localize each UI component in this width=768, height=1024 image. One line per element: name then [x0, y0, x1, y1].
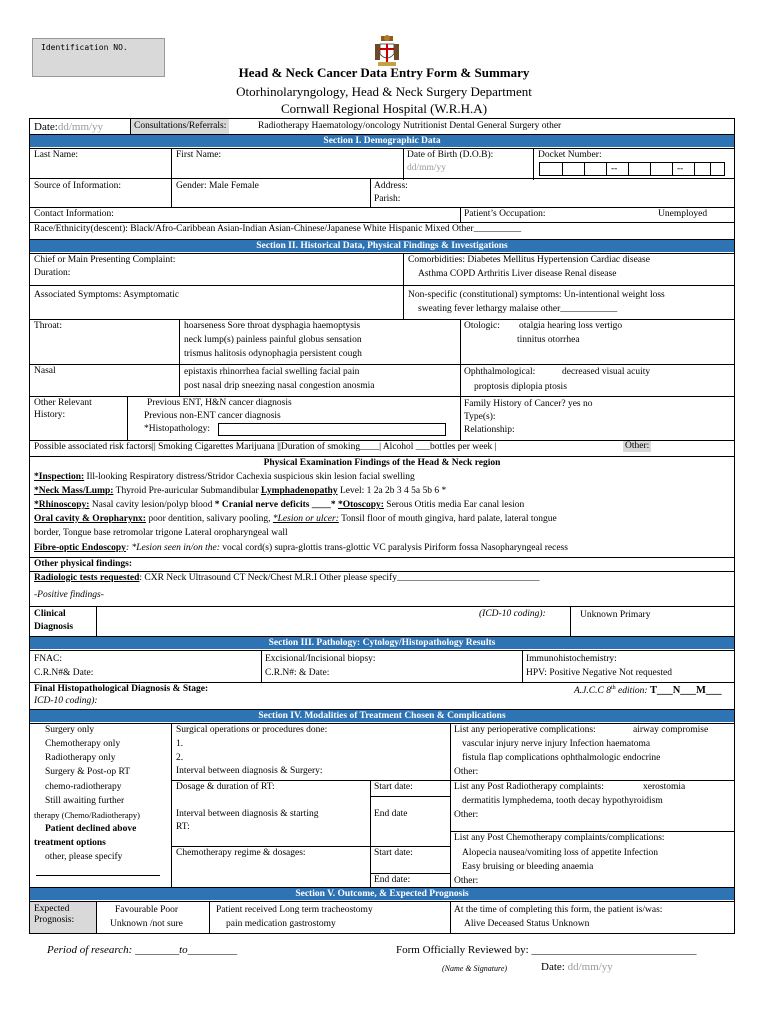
s3-icd-coding-label: ICD-10 coding):	[34, 696, 98, 706]
inspection-row[interactable]	[34, 472, 415, 483]
hospital-name: Cornwall Regional Hospital (W.R.H.A)	[280, 101, 488, 116]
contact-information-field[interactable]: Contact Information:	[34, 209, 114, 219]
tnm-stage: T___N___M___	[649, 685, 722, 697]
positive-findings-field[interactable]: -Positive findings-	[34, 590, 104, 600]
nonspecific-symptoms-options[interactable]: Non-specific (constitutional) symptoms: Un-intentional weight loss	[408, 290, 665, 300]
docket-label: Docket Number:	[538, 150, 602, 160]
ajcc-edition-label: edition:	[615, 686, 648, 697]
docket-number-field[interactable]	[539, 162, 725, 176]
prognosis-label: Prognosis:	[34, 915, 75, 926]
lymphadenopathy-label: Lymphadenopathy	[261, 486, 338, 496]
expected-prognosis-label-cell	[30, 902, 96, 933]
diagnosis-label: Diagnosis	[34, 622, 74, 632]
treatment-received-options-2[interactable]: pain medication gastrostomy	[226, 919, 336, 929]
throat-options-1[interactable]: hoarseness Sore throat dysphagia haemoptysis	[184, 321, 361, 331]
ophthalmological-options-2[interactable]: proptosis diplopia ptosis	[474, 382, 567, 392]
nasal-options-1[interactable]: epistaxis rhinorrhea facial swelling facial pain	[184, 367, 360, 377]
fibre-optic-options: vocal cord(s) supra-glottis trans-glottic VC paralysis Piriform fossa Nasopharyngeal recess	[219, 543, 568, 553]
interval-surgery-field[interactable]: Interval between diagnosis & Surgery:	[176, 766, 323, 776]
treatment-received-options-1[interactable]: Patient received Long term tracheostomy	[216, 905, 373, 915]
ajcc-staging-field[interactable]	[574, 685, 722, 698]
otoscopy-label: *Otoscopy:	[337, 500, 384, 510]
surgical-operations-label: Surgical operations or procedures done:	[176, 725, 328, 735]
department-name: Otorhinolaryngology, Head & Neck Surgery Department	[236, 84, 532, 99]
modality-surgery-only[interactable]: Surgery only	[45, 725, 95, 735]
form-title: Head & Neck Cancer Data Entry Form & Summary	[238, 65, 530, 80]
cranial-nerve-label: * Cranial nerve deficits ____*	[214, 500, 338, 510]
post-chemo-label: List any Post Chemotherapy complaints/complications:	[454, 833, 665, 843]
docket-dash-2: --	[677, 164, 684, 174]
post-chemo-options-2[interactable]: Easy bruising or bleeding anaemia	[462, 862, 594, 872]
hpv-options[interactable]: HPV: Positive Negative Not requested	[526, 668, 672, 678]
post-rt-label: List any Post Radiotherapy complaints:	[454, 782, 604, 792]
fibre-optic-row[interactable]	[34, 543, 568, 554]
fnac-field[interactable]: FNAC:	[34, 654, 62, 664]
oral-cavity-label: Oral cavity & Oropharynx:	[34, 514, 146, 524]
source-of-information-field[interactable]: Source of Information:	[34, 181, 122, 191]
modality-chemoradiotherapy[interactable]: chemo-radiotherapy	[45, 782, 122, 792]
last-name-field[interactable]: Last Name:	[34, 150, 79, 160]
neck-mass-options: Thyroid Pre-auricular Submandibular	[113, 486, 262, 496]
otoscopy-options: Serous Otitis media Ear canal lesion	[383, 500, 525, 510]
modality-declined-detail: treatment options	[34, 838, 106, 848]
dob-label: Date of Birth (D.O.B):	[407, 150, 494, 160]
patient-status-label: At the time of completing this form, the patient is/was:	[454, 905, 663, 915]
race-ethnicity-options[interactable]: Race/Ethnicity(descent): Black/Afro-Caribbean Asian-Indian Asian-Chinese/Japanese White Hispanic Mixed Other__________	[34, 224, 522, 234]
dob-field[interactable]: dd/mm/yy	[407, 163, 447, 173]
previous-ent-option[interactable]: Previous ENT, H&N cancer diagnosis	[147, 398, 292, 408]
rt-dosage-label: Dosage & duration of RT:	[176, 782, 275, 792]
operation-2-field[interactable]: 2.	[176, 753, 184, 763]
data-entry-form	[29, 118, 735, 934]
parish-field[interactable]: Parish:	[374, 194, 401, 204]
fnac-crn-date-field[interactable]: C.R.N#& Date:	[34, 668, 94, 678]
throat-options-2[interactable]: neck lump(s) painless painful globus sensation	[184, 335, 362, 345]
perioperative-options-1[interactable]: airway compromise	[633, 725, 709, 735]
rt-start-date-field[interactable]: Start date:	[374, 782, 413, 792]
identification-label: Identification NO.	[41, 43, 128, 52]
risk-factors-options[interactable]: Possible associated risk factors|| Smoking Cigarettes Marijuana ||Duration of smoking____| Alcohol ___bottles per week |	[34, 442, 497, 452]
cancer-types-field[interactable]: Type(s):	[464, 412, 496, 422]
histopathology-label: *Histopathology:	[144, 424, 210, 434]
associated-symptoms-field[interactable]: Associated Symptoms: Asymptomatic	[34, 290, 180, 300]
inspection-label: *Inspection:	[34, 472, 85, 482]
ophthalmological-label: Ophthalmological:	[464, 367, 536, 377]
nasal-label: Nasal	[34, 366, 56, 376]
modality-chemo-only[interactable]: Chemotherapy only	[45, 739, 121, 749]
chemo-start-date-field[interactable]: Start date:	[374, 848, 413, 858]
family-history-options[interactable]: Family History of Cancer? yes no	[464, 399, 593, 409]
section-1-header: Section I. Demographic Data	[30, 134, 734, 147]
consultations-label: Consultations/Referrals:	[131, 119, 229, 134]
immunohistochemistry-field[interactable]: Immunohistochemistry:	[526, 654, 617, 664]
perioperative-other-field[interactable]: Other:	[454, 767, 479, 777]
chemo-end-date-field[interactable]: End date:	[374, 875, 411, 885]
expected-label: Expected	[34, 904, 70, 914]
nonspecific-symptoms-options-2[interactable]: sweating fever lethargy malaise other____________	[418, 304, 618, 314]
rhinoscopy-options: Nasal cavity lesion/polyp blood	[89, 500, 215, 510]
first-name-field[interactable]: First Name:	[176, 150, 222, 160]
docket-dash-1: --	[611, 164, 618, 174]
neck-mass-row[interactable]	[34, 486, 446, 497]
operation-1-field[interactable]: 1.	[176, 739, 184, 749]
post-rt-options-2[interactable]: dermatitis lymphedema, tooth decay hypothyroidism	[462, 796, 663, 806]
rt-label: RT:	[176, 822, 190, 832]
post-rt-options-1[interactable]: xerostomia	[643, 782, 686, 792]
unemployed-option[interactable]: Unemployed	[658, 209, 708, 219]
lymph-level-options: Level: 1 2a 2b 3 4 5a 5b 6 *	[337, 486, 447, 496]
histopathology-field[interactable]	[218, 423, 446, 436]
history-label: History:	[34, 410, 66, 420]
comorbidities-options-2[interactable]: Asthma COPD Arthritis Liver disease Renal disease	[418, 269, 617, 279]
icd-coding-label: (ICD-10 coding):	[479, 609, 546, 619]
rhinoscopy-row[interactable]	[34, 500, 524, 511]
final-diagnosis-field[interactable]: Final Histopathological Diagnosis & Stage:	[34, 684, 209, 694]
biopsy-field[interactable]: Excisional/Incisional biopsy:	[265, 654, 376, 664]
other-relevant-label: Other Relevant	[34, 398, 92, 408]
clinical-label: Clinical	[34, 609, 66, 619]
inspection-options: Ill-looking Respiratory distress/Stridor Cachexia suspicious skin lesion facial swelling	[84, 472, 415, 482]
biopsy-crn-date-field[interactable]: C.R.N#: & Date:	[265, 668, 330, 678]
oral-cavity-options-2: Tonsil floor of mouth gingiva, hard palate, lateral tongue	[338, 514, 557, 524]
chemo-regime-label: Chemotherapy regime & dosages:	[176, 848, 306, 858]
modality-radio-only[interactable]: Radiotherapy only	[45, 753, 116, 763]
physical-exam-title: Physical Examination Findings of the Head & Neck region	[263, 458, 501, 468]
throat-label: Throat:	[34, 321, 62, 331]
modality-other-line[interactable]	[36, 875, 160, 876]
review-date-placeholder: dd/mm/yy	[567, 961, 613, 973]
period-of-research-field[interactable]: Period of research: ________to_________	[47, 944, 238, 956]
otologic-options-1[interactable]: otalgia hearing loss vertigo	[519, 321, 623, 331]
throat-options-3[interactable]: trismus halitosis odynophagia persistent cough	[184, 349, 362, 359]
prognosis-options-1[interactable]: Favourable Poor	[115, 905, 179, 915]
radiologic-tests-options: : CXR Neck Ultrasound CT Neck/Chest M.R.I Other please specify______________________________	[139, 573, 540, 583]
duration-field[interactable]: Duration:	[34, 268, 71, 278]
otologic-label: Otologic:	[464, 321, 500, 331]
modality-awaiting-detail: therapy (Chemo/Radiotherapy)	[34, 810, 140, 820]
occupation-field[interactable]: Patient’s Occupation:	[464, 209, 546, 219]
date-field[interactable]	[34, 121, 103, 134]
name-signature-label: (Name & Signature)	[442, 964, 508, 973]
lesion-ulcer-label: *Lesion or ulcer:	[272, 514, 339, 524]
date-label: Date:	[34, 121, 58, 133]
modality-awaiting[interactable]: Still awaiting further	[45, 796, 125, 806]
unknown-primary-option[interactable]: Unknown Primary	[580, 610, 651, 620]
modality-declined[interactable]: Patient declined above	[45, 824, 137, 834]
review-date-field[interactable]	[541, 961, 613, 974]
patient-status-options[interactable]: Alive Deceased Status Unknown	[464, 919, 590, 929]
interval-rt-field[interactable]: Interval between diagnosis & starting	[176, 809, 319, 819]
otologic-options-2[interactable]: tinnitus otorrhea	[517, 335, 580, 345]
relationship-field[interactable]: Relationship:	[464, 425, 515, 435]
prognosis-options-2[interactable]: Unknown /not sure	[110, 919, 183, 929]
post-rt-other-field[interactable]: Other:	[454, 810, 479, 820]
oral-cavity-options: poor dentition, salivary pooling,	[145, 514, 273, 524]
lesion-seen-label: : *Lesion seen in/on the:	[125, 543, 220, 553]
nasal-options-2[interactable]: post nasal drip sneezing nasal congestion anosmia	[184, 381, 375, 391]
perioperative-options-2[interactable]: vascular injury nerve injury Infection haematoma	[462, 739, 651, 749]
section-3-header: Section III. Pathology: Cytology/Histopathology Results	[30, 636, 734, 649]
risk-other-field[interactable]: Other:	[625, 441, 650, 451]
ajcc-label: A.J.C.C 8	[574, 686, 611, 697]
ajcc-superscript: th	[610, 685, 616, 691]
section-5-header: Section V. Outcome, & Expected Prognosis	[30, 887, 734, 900]
chief-complaint-field[interactable]: Chief or Main Presenting Complaint:	[34, 255, 176, 265]
section-2-header: Section II. Historical Data, Physical Findings & Investigations	[30, 239, 734, 252]
date-placeholder: dd/mm/yy	[57, 121, 104, 133]
neck-mass-label: *Neck Mass/Lump:	[34, 486, 114, 496]
radiologic-tests-label: Radiologic tests requested	[34, 573, 140, 583]
radiologic-tests-row[interactable]	[34, 573, 539, 584]
rt-end-date-field[interactable]: End date	[374, 809, 408, 819]
oral-cavity-options-3[interactable]: border, Tongue base retromolar trigone Lateral oropharyngeal wall	[34, 528, 288, 538]
previous-non-ent-option[interactable]: Previous non-ENT cancer diagnosis	[144, 411, 281, 421]
consultations-options[interactable]: Radiotherapy Haematology/oncology Nutritionist Dental General Surgery other	[258, 121, 562, 131]
comorbidities-options[interactable]: Comorbidities: Diabetes Mellitus Hypertension Cardiac disease	[408, 255, 650, 265]
post-chemo-options-1[interactable]: Alopecia nausea/vomiting loss of appetite Infection	[462, 848, 659, 858]
section-4-header: Section IV. Modalities of Treatment Chosen & Complications	[30, 709, 734, 722]
reviewed-by-field[interactable]: Form Officially Reviewed by: ______________________________	[396, 944, 697, 956]
perioperative-options-3[interactable]: fistula flap complications ophthalmologic endocrine	[462, 753, 661, 763]
coat-of-arms-icon	[375, 34, 399, 68]
ophthalmological-options-1[interactable]: decreased visual acuity	[562, 367, 651, 377]
modality-surgery-rt[interactable]: Surgery & Post-op RT	[45, 767, 131, 777]
rhinoscopy-label: *Rhinoscopy:	[34, 500, 90, 510]
fibre-optic-label: Fibre-optic Endoscopy	[34, 543, 126, 553]
modality-other[interactable]: other, please specify	[45, 852, 123, 862]
perioperative-label: List any perioperative complications:	[454, 725, 596, 735]
address-field[interactable]: Address:	[374, 181, 408, 191]
post-chemo-other-field[interactable]: Other:	[454, 876, 479, 886]
oral-cavity-row[interactable]	[34, 514, 557, 525]
gender-options[interactable]: Gender: Male Female	[176, 181, 259, 191]
review-date-label: Date:	[541, 961, 565, 973]
other-physical-findings-field[interactable]: Other physical findings:	[34, 559, 133, 569]
